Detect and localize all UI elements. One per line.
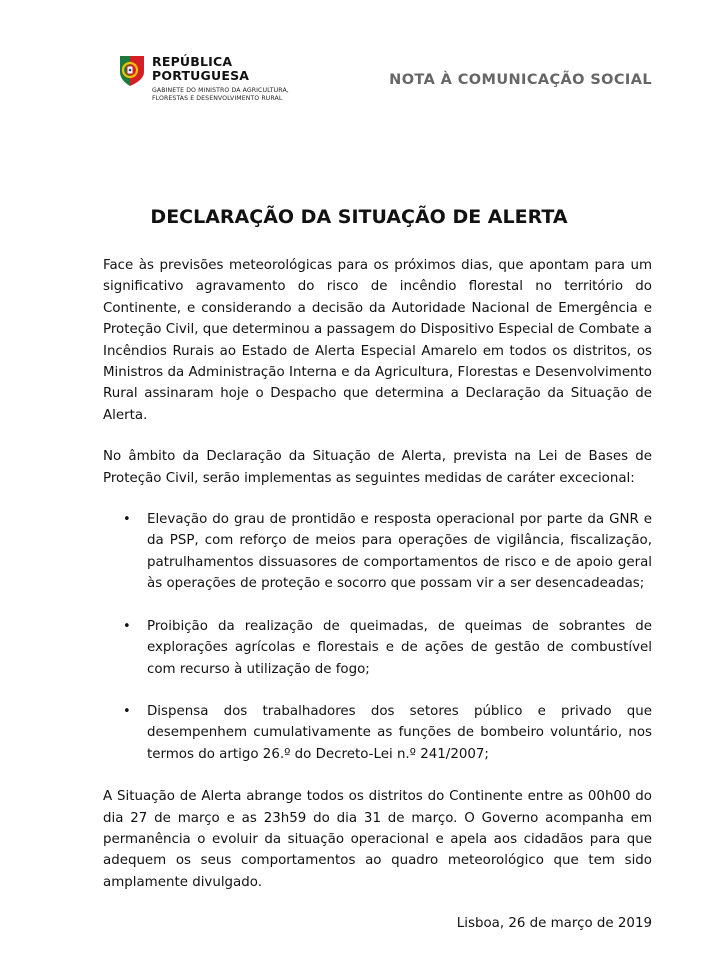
paragraph-measures-intro: No âmbito da Declaração da Situação de Alerta, prevista na Lei de Bases de Proteção Civil, serão implementas as seguintes medidas de caráter excecional: xyxy=(103,449,652,486)
list-item xyxy=(103,509,652,595)
list-item xyxy=(103,701,652,765)
list-item-text: Elevação do grau de prontidão e resposta operacional por parte da GNR e da PSP, com reforço de meios para operações de vigilância, fiscalização, patrulhamentos dissuasores de comportamentos de risco e de apoio geral às operações de proteção e socorro que possam vir a ser desencadeadas; xyxy=(147,512,652,592)
page-header xyxy=(0,0,718,120)
paragraph-scope: A Situação de Alerta abrange todos os distritos do Continente entre as 00h00 do dia 27 de março e as 23h59 do dia 31 de março. O Governo acompanha em permanência o evoluir da situação operacional e apela aos cidadãos para que adequem os seus comportamentos ao quadro meteorológico que tem sido amplamente divulgado. xyxy=(103,789,652,890)
paragraph-intro: Face às previsões meteorológicas para os próximos dias, que apontam para um significativo agravamento do risco de incêndio florestal no território do Continente, e considerando a decisão da Autoridade Nacional de Emergência e Proteção Civil, que determinou a passagem do Dispositivo Especial de Combate a Incêndios Rurais ao Estado de Alerta Especial Amarelo em todos os distritos, os Ministros da Administração Interna e da Agricultura, Florestas e Desenvolvimento Rural assinaram hoje o Despacho que determina a Declaração da Situação de Alerta. xyxy=(103,258,652,423)
bullet-icon: • xyxy=(123,703,131,719)
bullet-icon: • xyxy=(123,618,131,634)
date-line: Lisboa, 26 de março de 2019 xyxy=(456,916,652,932)
list-item-text: Dispensa dos trabalhadores dos setores público e privado que desempenhem cumulativamente as funções de bombeiro voluntário, nos termos do artigo 26.º do Decreto-Lei n.º 241/2007; xyxy=(147,703,652,762)
list-item-text: Proibição da realização de queimadas, de queimas de sobrantes de explorações agrícolas e florestais e de ações de gestão de combustível com recurso à utilização de fogo; xyxy=(147,618,652,677)
republica-portuguesa-label: REPÚBLICA PORTUGUESA xyxy=(152,54,250,83)
portuguese-flag-emblem-icon xyxy=(118,54,146,88)
bullet-icon: • xyxy=(123,512,131,528)
gabinete-label: GABINETE DO MINISTRO DA AGRICULTURA, FLORESTAS E DESENVOLVIMENTO RURAL xyxy=(152,87,289,102)
measures-list xyxy=(103,509,652,765)
government-logo xyxy=(118,54,308,110)
document-body xyxy=(103,255,652,935)
document-title: DECLARAÇÃO DA SITUAÇÃO DE ALERTA xyxy=(150,206,568,228)
nota-comunicacao-social: NOTA À COMUNICAÇÃO SOCIAL xyxy=(389,72,652,88)
list-item xyxy=(103,616,652,680)
